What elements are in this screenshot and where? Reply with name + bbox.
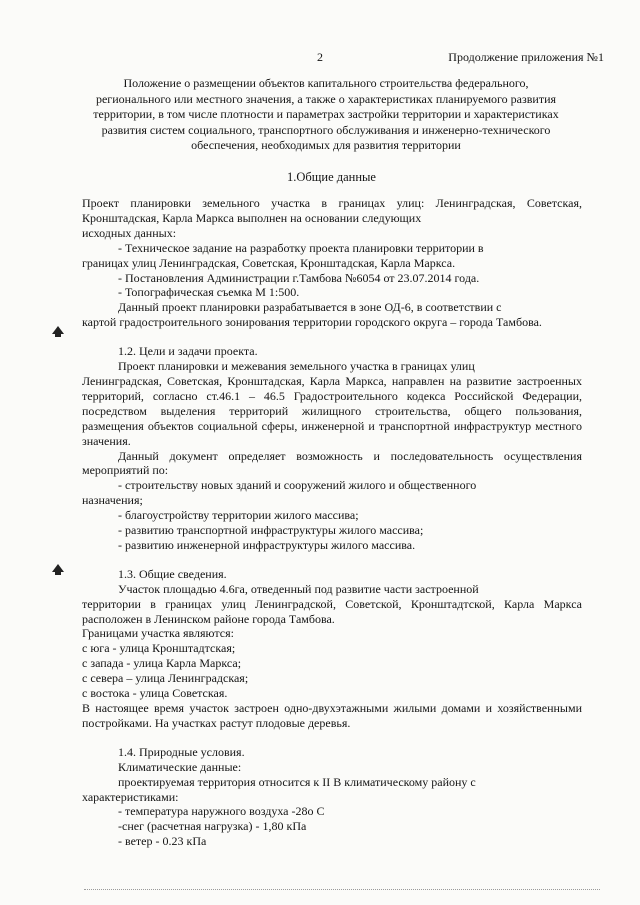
list-item: с востока - улица Советская. xyxy=(82,686,228,701)
document-title xyxy=(70,76,582,154)
title-line: обеспечения, необходимых для развития территории xyxy=(191,138,461,152)
paragraph: Проект планировки и межевания земельного участка в границах улиц xyxy=(118,359,475,374)
paragraph: территории в границах улиц Ленинградской, Советской, Кронштадтской, Карла Маркса расположен в Ленинском районе города Тамбова. xyxy=(82,596,582,626)
paragraph: Кронштадская, Карла Маркса выполнен на основании следующих xyxy=(82,210,422,225)
list-item: назначения; xyxy=(82,493,143,508)
paragraph: Ленинградская, Советская, Кронштадская, Карла Маркса, направлен на развитие застроенных территорий, согласно ст.46.1 – 46.5 Градостроительного кодекса Российской Федерации, посредством выделения территорий жилищного строительства, общего пользования, размещения объектов социальной сферы, инженерной и транспортной инфраструктур местного значения. xyxy=(82,373,582,448)
list-item: - развитию инженерной инфраструктуры жилого массива. xyxy=(118,537,416,552)
paragraph: Климатические данные: xyxy=(118,759,242,774)
title-line: регионального или местного значения, а также о характеристиках планируемого развития xyxy=(95,91,557,106)
list-item: - строительству новых зданий и сооружений жилого и общественного xyxy=(118,478,477,493)
list-item: - благоустройству территории жилого массива; xyxy=(118,508,359,523)
binder-mark xyxy=(52,564,64,572)
title-line: территории, в том числе плотности и параметрах застройки территории и характеристиках xyxy=(93,107,559,121)
list-item: - развитию транспортной инфраструктуры жилого массива; xyxy=(118,523,424,538)
document-body xyxy=(82,196,582,849)
list-item: - ветер - 0.23 кПа xyxy=(118,834,207,849)
page-number: 2 xyxy=(317,50,323,64)
paragraph: Данный проект планировки разрабатывается в зоне ОД-6, в соответствии с xyxy=(118,300,502,315)
list-item: - температура наружного воздуха -28о С xyxy=(118,804,325,819)
paragraph: характеристиками: xyxy=(82,789,179,804)
section-heading-general: 1.Общие данные xyxy=(287,170,376,184)
list-item: - Топографическая съемка М 1:500. xyxy=(118,285,300,300)
paragraph: Участок площадью 4.6га, отведенный под развитие части застроенной xyxy=(118,581,479,596)
paragraph: В настоящее время участок застроен одно-двухэтажными жилыми домами и хозяйственными постройками. На участках растут плодовые деревья. xyxy=(82,701,582,730)
paragraph: картой градостроительного зонирования территории городского округа – города Тамбова. xyxy=(82,315,542,330)
list-item: -снег (расчетная нагрузка) - 1,80 кПа xyxy=(118,819,307,834)
list-item: - Техническое задание на разработку проекта планировки территории в xyxy=(118,240,484,255)
paragraph: Проект планировки земельного участка в границах улиц: Ленинградская, Советская, xyxy=(82,196,582,210)
binder-mark xyxy=(52,326,64,334)
title-line: Положение о размещении объектов капитального строительства федерального, xyxy=(123,76,529,90)
list-item: с юга - улица Кронштадтская; xyxy=(82,641,236,656)
paragraph: исходных данных: xyxy=(82,225,177,240)
list-item: - Постановления Администрации г.Тамбова №6054 от 23.07.2014 года. xyxy=(118,270,480,285)
footer-divider xyxy=(84,889,600,890)
paragraph: проектируемая территория относится к II В климатическому району с xyxy=(118,774,476,789)
section-heading-goals: 1.2. Цели и задачи проекта. xyxy=(118,344,258,359)
list-item: границах улиц Ленинградская, Советская, Кронштадская, Карла Маркса. xyxy=(82,255,456,270)
list-item: с севера – улица Ленинградская; xyxy=(82,671,249,686)
appendix-note: Продолжение приложения №1 xyxy=(448,50,604,64)
list-item: с запада - улица Карла Маркса; xyxy=(82,656,242,671)
section-heading-nature: 1.4. Природные условия. xyxy=(118,744,245,759)
paragraph: Границами участка являются: xyxy=(82,626,234,641)
section-heading-info: 1.3. Общие сведения. xyxy=(118,566,227,581)
title-line: развития систем социального, транспортного обслуживания и инженерно-технического xyxy=(101,122,551,137)
paragraph: Данный документ определяет возможность и последовательность осуществления мероприятий по: xyxy=(82,448,582,478)
